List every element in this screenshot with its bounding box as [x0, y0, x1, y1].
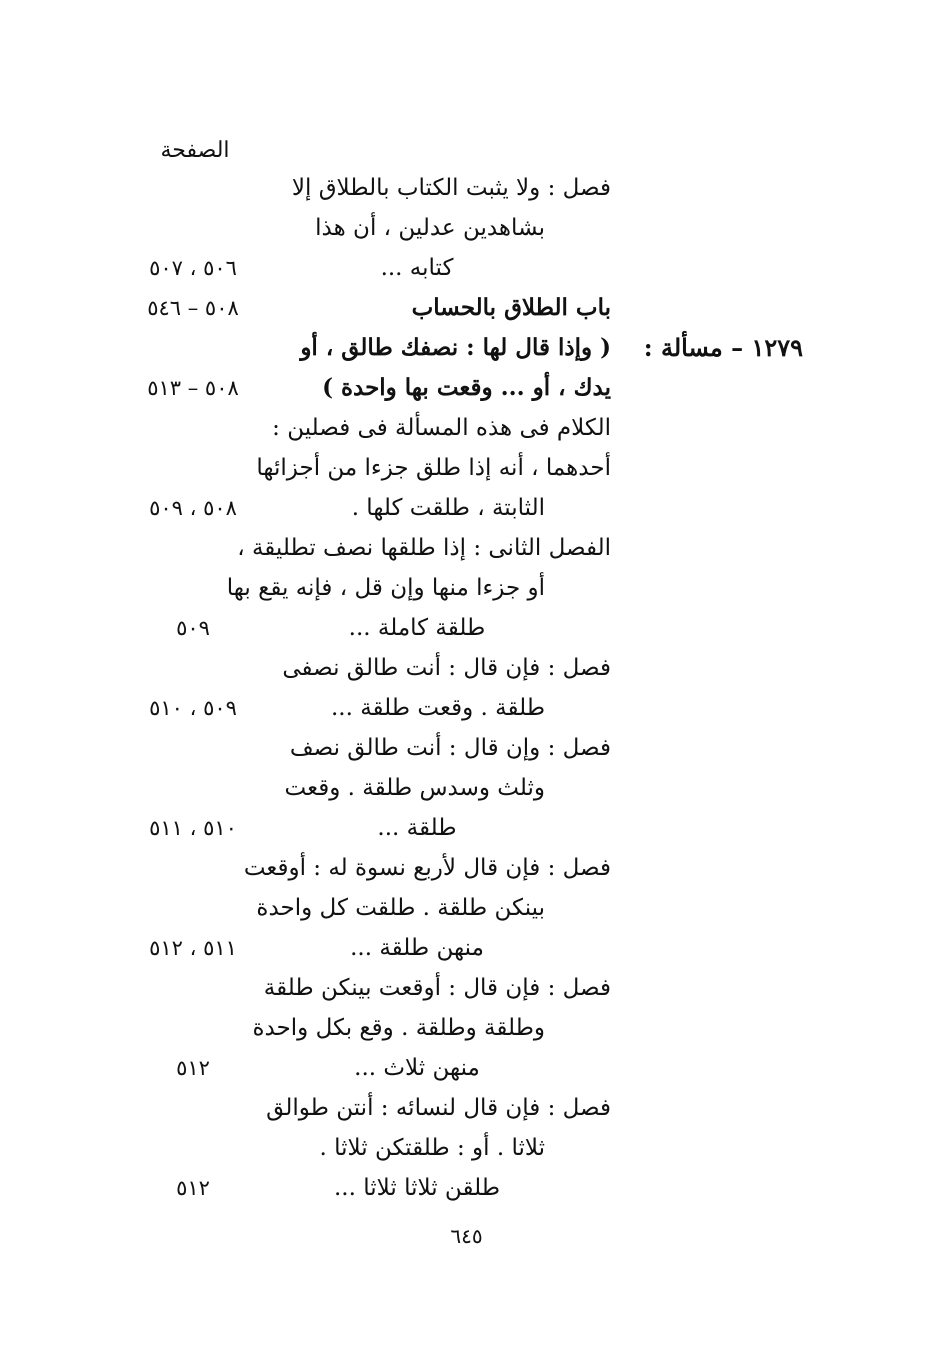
- entry-text: الثابتة ، طلقت كلها .: [351, 495, 545, 521]
- entry-text: منهن ثلاث ...: [354, 1055, 480, 1081]
- entry-text: باب الطلاق بالحساب: [411, 294, 611, 321]
- entry-text: طلقة . وقعت طلقة ...: [330, 695, 545, 721]
- index-line: [0, 768, 933, 808]
- entry-text: فصل : فإن قال : أوقعت بينكن طلقة: [263, 975, 611, 1001]
- entry-text: فصل : فإن قال لأربع نسوة له : أوقعت: [243, 855, 611, 881]
- page-column-heading: الصفحة: [160, 138, 230, 163]
- index-line: [0, 368, 933, 408]
- index-line: [0, 1048, 933, 1088]
- entry-text: بشاهدين عدلين ، أن هذا: [315, 215, 545, 241]
- page-reference: ٥٠٩: [176, 616, 210, 640]
- entry-text: منهن طلقة ...: [350, 935, 484, 961]
- entry-text: ( وإذا قال لها : نصفك طالق ، أو: [300, 334, 611, 361]
- index-line: [0, 528, 933, 568]
- entry-text: بينكن طلقة . طلقت كل واحدة: [256, 895, 545, 921]
- index-line: [0, 1008, 933, 1048]
- entry-text: فصل : وإن قال : أنت طالق نصف: [289, 735, 611, 761]
- entry-text: يدك ، أو ... وقعت بها واحدة ): [322, 374, 611, 401]
- page-reference: ٥٠٨ – ٥٤٦: [147, 296, 239, 320]
- entry-text: كتابه ...: [380, 255, 454, 281]
- index-line: [0, 608, 933, 648]
- index-line: [0, 208, 933, 248]
- entry-text: أو جزءا منها وإن قل ، فإنه يقع بها: [226, 575, 545, 601]
- index-line: [0, 328, 933, 368]
- entry-text: طلقة ...: [377, 815, 457, 841]
- index-line: [0, 888, 933, 928]
- index-line: [0, 848, 933, 888]
- page-reference: ٥٠٨ – ٥١٣: [147, 376, 239, 400]
- entry-text: فصل : ولا يثبت الكتاب بالطلاق إلا: [291, 175, 611, 201]
- entry-text: الفصل الثانى : إذا طلقها نصف تطليقة ،: [237, 535, 611, 561]
- page-reference: ٥١٢: [176, 1176, 210, 1200]
- index-line: [0, 968, 933, 1008]
- page-reference: ٥٠٦ ، ٥٠٧: [149, 256, 237, 280]
- entry-text: فصل : فإن قال لنسائه : أنتن طوالق: [266, 1095, 611, 1121]
- index-line: [0, 568, 933, 608]
- entry-text: ثلاثا . أو : طلقتكن ثلاثا .: [319, 1135, 545, 1161]
- page-reference: ٥١٠ ، ٥١١: [149, 816, 237, 840]
- page-reference: ٥٠٩ ، ٥١٠: [149, 696, 237, 720]
- index-line: [0, 688, 933, 728]
- index-line: [0, 448, 933, 488]
- index-line: [0, 248, 933, 288]
- entry-text: وثلث وسدس طلقة . وقعت: [284, 775, 545, 801]
- index-line: [0, 1088, 933, 1128]
- entry-text: وطلقة وطلقة . وقع بكل واحدة: [252, 1015, 545, 1041]
- index-line: [0, 808, 933, 848]
- issue-number-label: ١٢٧٩ – مسألة :: [643, 333, 803, 362]
- index-line: [0, 488, 933, 528]
- entry-text: فصل : فإن قال : أنت طالق نصفى: [282, 655, 611, 681]
- entry-text: الكلام فى هذه المسألة فى فصلين :: [272, 415, 611, 441]
- page-reference: ٥٠٨ ، ٥٠٩: [149, 496, 237, 520]
- entry-text: أحدهما ، أنه إذا طلق جزءا من أجزائها: [256, 455, 611, 481]
- index-line: [0, 288, 933, 328]
- index-line: [0, 168, 933, 208]
- index-line: [0, 1128, 933, 1168]
- index-line: [0, 1168, 933, 1208]
- index-line: [0, 648, 933, 688]
- page-reference: ٥١٢: [176, 1056, 210, 1080]
- index-line: [0, 408, 933, 448]
- entry-text: طلقة كاملة ...: [348, 615, 486, 641]
- page-number: ٦٤٥: [450, 1224, 483, 1248]
- index-line: [0, 928, 933, 968]
- index-line: [0, 728, 933, 768]
- page-reference: ٥١١ ، ٥١٢: [149, 936, 237, 960]
- entry-text: طلقن ثلاثا ثلاثا ...: [334, 1175, 500, 1201]
